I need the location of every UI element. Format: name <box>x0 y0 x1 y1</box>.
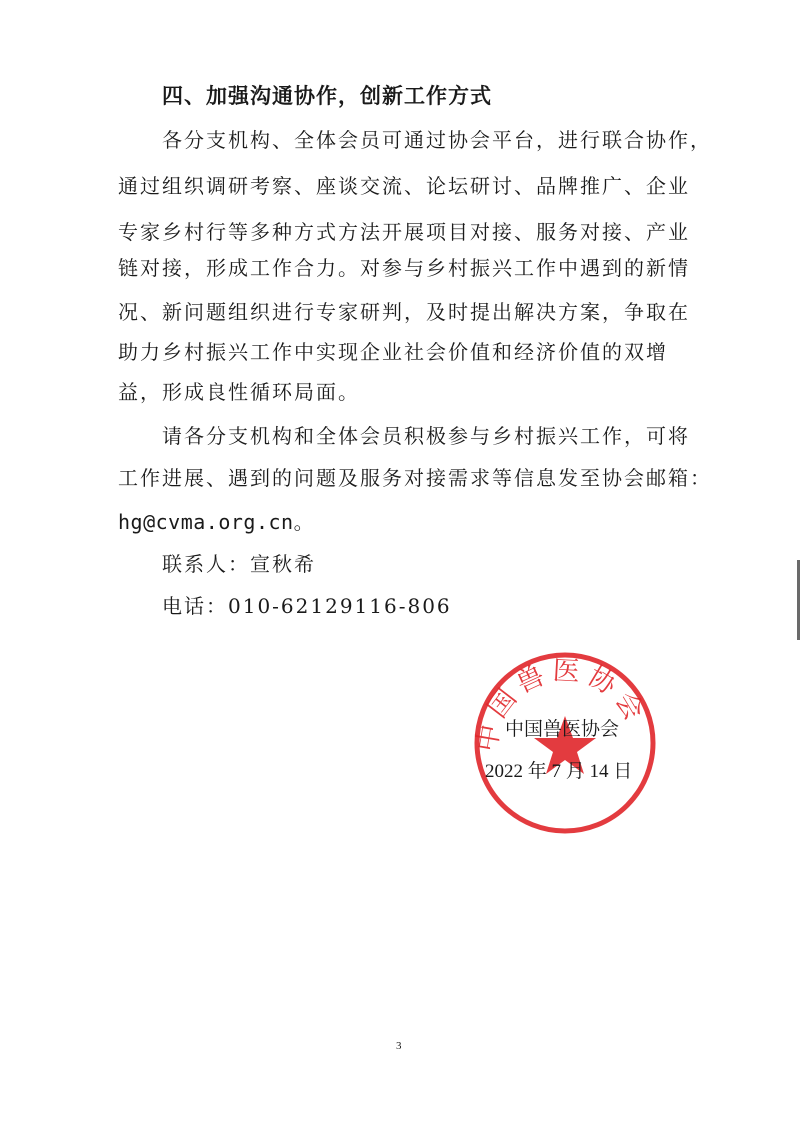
signature-organization: 中国兽医协会 <box>505 719 620 740</box>
paragraph-line: 请各分支机构和全体会员积极参与乡村振兴工作，可将 <box>162 424 690 448</box>
page-number: 3 <box>396 1040 402 1052</box>
svg-text:中国兽医协会: 中国兽医协会 <box>471 655 653 755</box>
email-line: hg@cvma.org.cn。 <box>118 510 315 534</box>
paragraph-line: 况、新问题组织进行专家研判，及时提出解决方案，争取在 <box>118 300 690 324</box>
paragraph-line: 各分支机构、全体会员可通过协会平台，进行联合协作， <box>162 128 712 152</box>
paragraph-line: 通过组织调研考察、座谈交流、论坛研讨、品牌推广、企业 <box>118 174 690 198</box>
contact-person: 联系人：宣秋希 <box>162 552 316 576</box>
section-heading: 四、加强沟通协作，创新工作方式 <box>162 84 492 108</box>
paragraph-line: 链对接，形成工作合力。对参与乡村振兴工作中遇到的新情 <box>118 256 690 280</box>
official-seal-stamp <box>470 648 660 838</box>
paragraph-line: 专家乡村行等多种方式方法开展项目对接、服务对接、产业 <box>118 220 690 244</box>
paragraph-line: 益，形成良性循环局面。 <box>118 380 360 404</box>
contact-phone: 电话：010-62129116-806 <box>162 594 452 618</box>
paragraph-line: 助力乡村振兴工作中实现企业社会价值和经济价值的双增 <box>118 340 668 364</box>
paragraph-line: 工作进展、遇到的问题及服务对接需求等信息发至协会邮箱： <box>118 466 712 490</box>
signature-date: 2022 年 7 月 14 日 <box>485 761 633 782</box>
